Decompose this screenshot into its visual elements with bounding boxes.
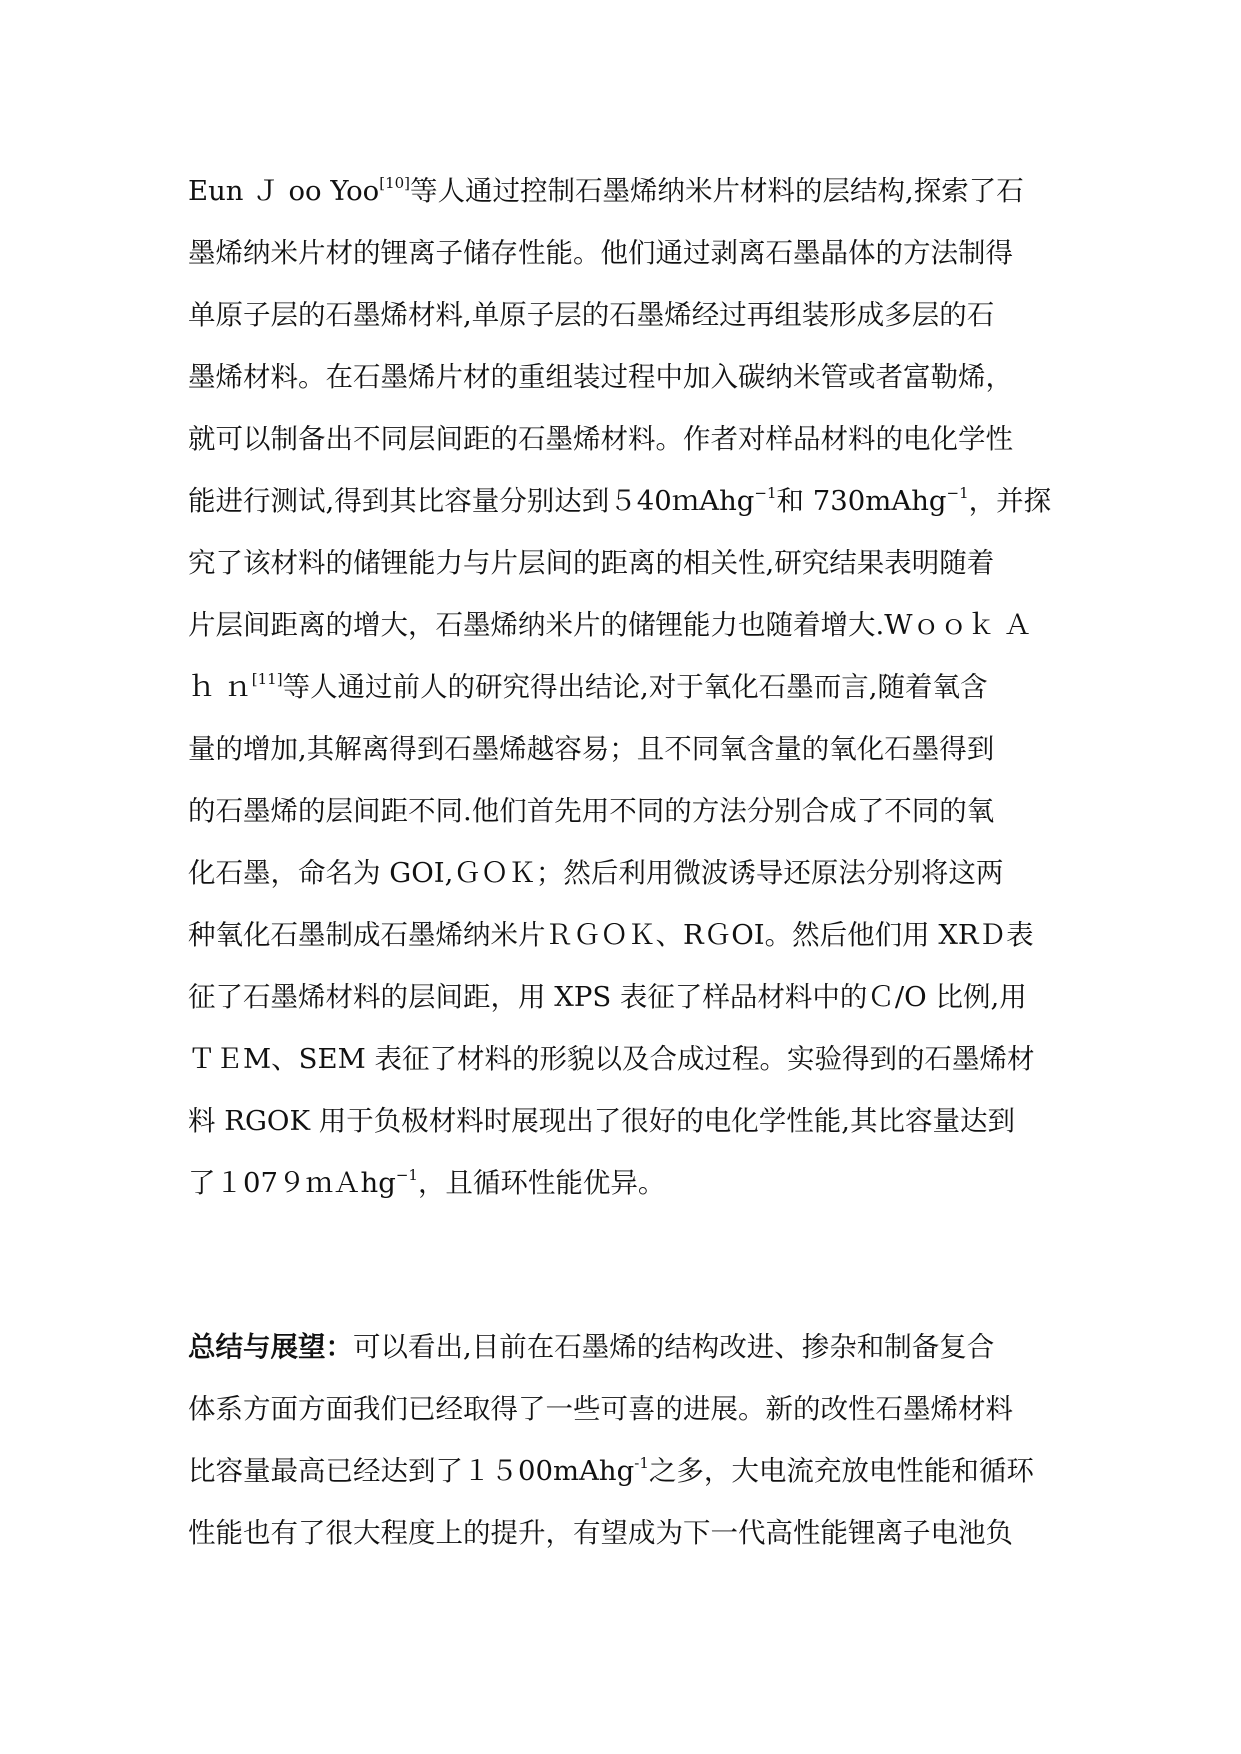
text-line: 片层间距离的增大，石墨烯纳米片的储锂能力也随着增大.Wｏｏｋ Ａ — [188, 609, 1032, 641]
text-line: ＴＥM、SEM 表征了材料的形貌以及合成过程。实验得到的石墨烯材 — [188, 1043, 1035, 1075]
text-run: ，且循环性能优异。 — [417, 1167, 666, 1199]
text-line — [188, 656, 1048, 718]
text-line: 墨烯纳米片材的锂离子储存性能。他们通过剥离石墨晶体的方法制得 — [188, 237, 1013, 269]
text-run: 等人通过控制石墨烯纳米片材料的层结构,探索了石 — [410, 175, 1024, 207]
text-run: ｈ ｎ — [188, 671, 252, 703]
section-heading: 总结与展望： — [188, 1331, 353, 1363]
text-run: 等人通过前人的研究得出结论,对于氧化石墨而言,随着氧含 — [282, 671, 988, 703]
text-line: 单原子层的石墨烯材料,单原子层的石墨烯经过再组装形成多层的石 — [188, 299, 995, 331]
text-line — [188, 1152, 1048, 1214]
text-line — [188, 1440, 1048, 1502]
text-line: 就可以制备出不同层间距的石墨烯材料。作者对样品材料的电化学性 — [188, 423, 1013, 455]
text-run: 可以看出,目前在石墨烯的结构改进、掺杂和制备复合 — [353, 1331, 995, 1363]
unit-superscript: −1 — [395, 1166, 418, 1184]
unit-superscript: −1 — [946, 484, 969, 502]
citation-superscript: [10] — [379, 174, 411, 192]
text-line: 征了石墨烯材料的层间距，用 XPS 表征了样品材料中的Ｃ/O 比例,用 — [188, 981, 1027, 1013]
text-line: 墨烯材料。在石墨烯片材的重组装过程中加入碳纳米管或者富勒烯， — [188, 361, 1013, 393]
unit-superscript: −1 — [754, 484, 777, 502]
text-line: 的石墨烯的层间距不同.他们首先用不同的方法分别合成了不同的氧 — [188, 795, 995, 827]
text-run: 能进行测试,得到其比容量分别达到５40ｍAhg — [188, 485, 755, 517]
paragraph-conclusion — [188, 1316, 1048, 1564]
text-run: ，并探 — [968, 485, 1052, 517]
text-line: 体系方面方面我们已经取得了一些可喜的进展。新的改性石墨烯材料 — [188, 1393, 1013, 1425]
text-line: 量的增加,其解离得到石墨烯越容易；且不同氧含量的氧化石墨得到 — [188, 733, 995, 765]
text-line — [188, 1316, 1048, 1378]
text-line: 性能也有了很大程度上的提升，有望成为下一代高性能锂离子电池负 — [188, 1517, 1013, 1549]
text-run: 比容量最高已经达到了１５00mAhg — [188, 1455, 635, 1487]
text-run: 之多，大电流充放电性能和循环 — [648, 1455, 1034, 1487]
text-run: Eun Ｊ oo Yoo — [188, 175, 380, 207]
citation-superscript: [11] — [251, 670, 283, 688]
text-line — [188, 470, 1052, 532]
text-run: 和 730mAhg — [776, 485, 947, 517]
unit-superscript: -1 — [634, 1454, 649, 1472]
text-line: 种氧化石墨制成石墨烯纳米片ＲＧＯＫ、RＧOI。然后他们用 XRＤ表 — [188, 919, 1034, 951]
text-line: 究了该材料的储锂能力与片层间的距离的相关性,研究结果表明随着 — [188, 547, 995, 579]
text-run: 了１07９ｍＡhg — [188, 1167, 396, 1199]
text-line — [188, 160, 1048, 222]
text-line: 料 RGOK 用于负极材料时展现出了很好的电化学性能,其比容量达到 — [188, 1105, 1015, 1137]
text-line: 化石墨，命名为 GOI,ＧＯＫ；然后利用微波诱导还原法分别将这两 — [188, 857, 1004, 889]
paragraph-research-summary — [188, 160, 1052, 1214]
